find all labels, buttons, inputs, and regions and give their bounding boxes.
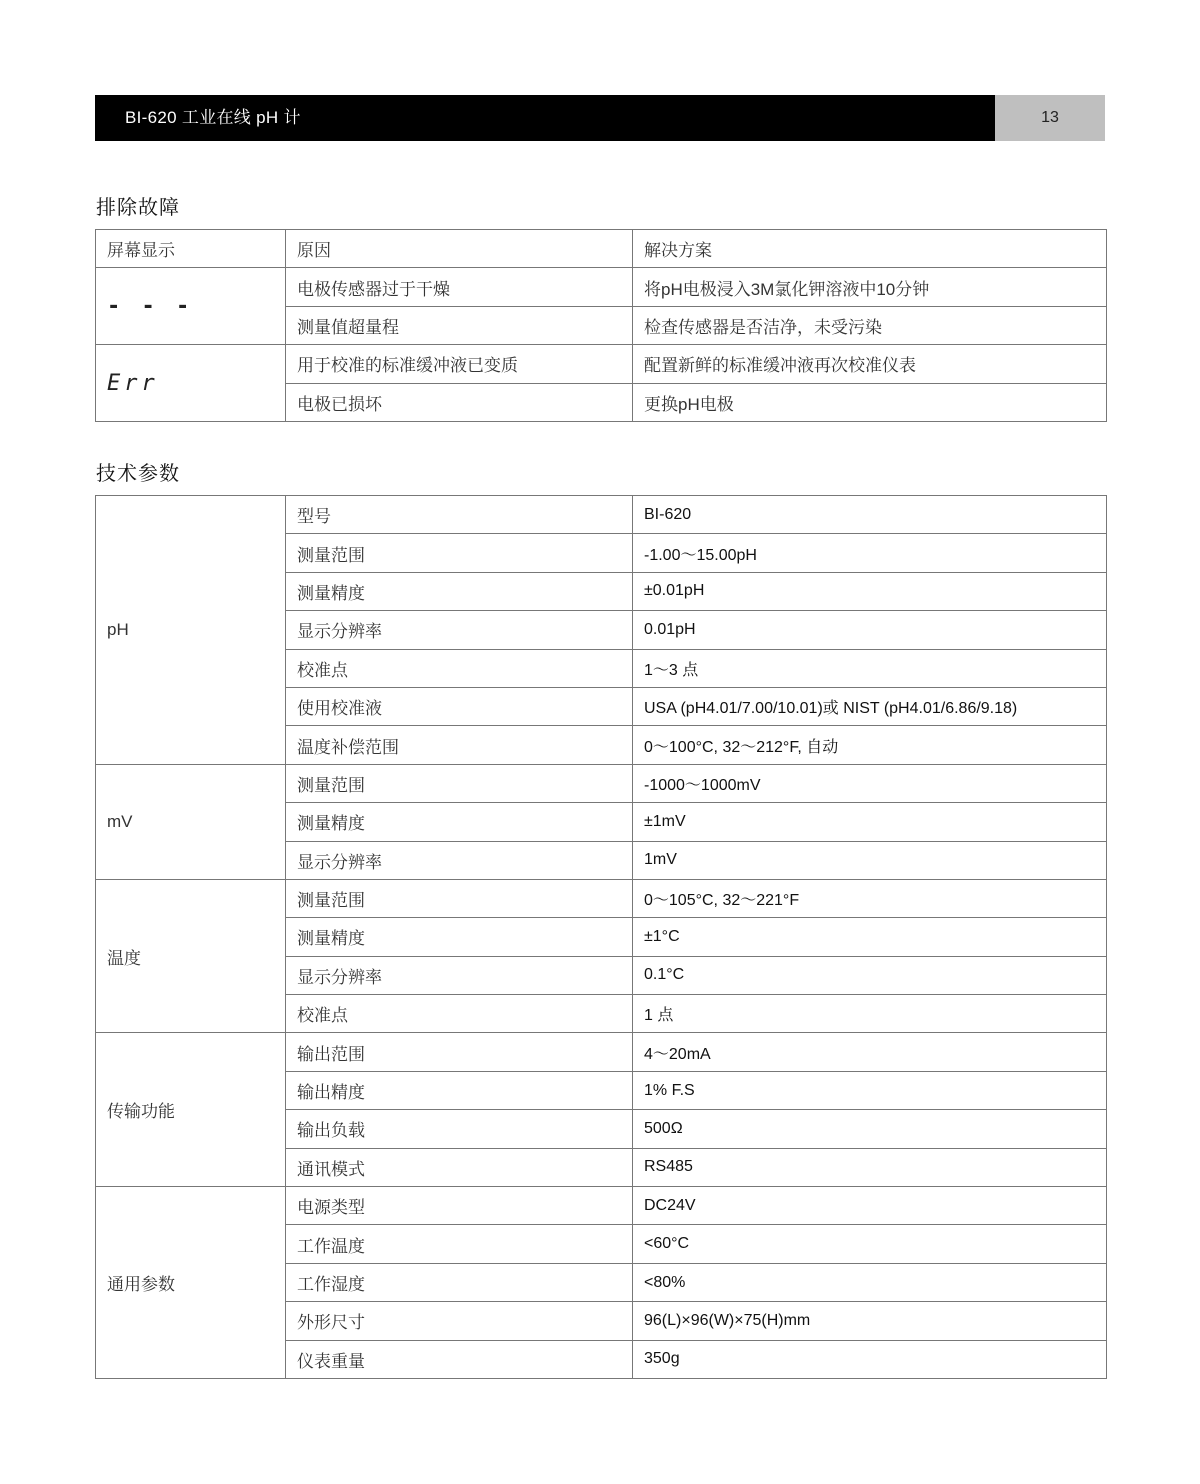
spec-value: RS485 <box>633 1148 1107 1186</box>
spec-category: 温度 <box>96 879 286 1033</box>
spec-param: 输出精度 <box>286 1071 633 1109</box>
column-header-solution: 解决方案 <box>633 230 1107 268</box>
spec-value: 350g <box>633 1340 1107 1378</box>
spec-param: 输出范围 <box>286 1033 633 1071</box>
spec-value: 1～3 点 <box>633 649 1107 687</box>
spec-param: 测量精度 <box>286 803 633 841</box>
spec-value: -1000～1000mV <box>633 764 1107 802</box>
table-row <box>96 764 1107 802</box>
cause-cell: 电极传感器过于干燥 <box>286 268 633 306</box>
table-row <box>96 268 1107 306</box>
spec-value: -1.00～15.00pH <box>633 534 1107 572</box>
spec-value: <60°C <box>633 1225 1107 1263</box>
spec-param: 输出负载 <box>286 1110 633 1148</box>
spec-param: 测量精度 <box>286 572 633 610</box>
spec-value: 1mV <box>633 841 1107 879</box>
table-row <box>96 1187 1107 1225</box>
spec-value: 96(L)×96(W)×75(H)mm <box>633 1302 1107 1340</box>
spec-param: 使用校准液 <box>286 687 633 725</box>
spec-category: pH <box>96 496 286 765</box>
table-row <box>96 496 1107 534</box>
display-code-dashes <box>96 268 286 345</box>
display-code-err <box>96 345 286 422</box>
spec-value: 0～100°C, 32～212°F, 自动 <box>633 726 1107 764</box>
cause-cell: 测量值超量程 <box>286 306 633 344</box>
troubleshooting-table <box>95 229 1107 422</box>
page-header <box>95 95 1105 141</box>
spec-category: 通用参数 <box>96 1187 286 1379</box>
spec-param: 测量范围 <box>286 534 633 572</box>
spec-param: 测量精度 <box>286 918 633 956</box>
spec-value: 0.1°C <box>633 956 1107 994</box>
display-code: Err <box>107 370 159 396</box>
document-title: BI-620 工业在线 pH 计 <box>95 95 995 141</box>
spec-value: 0～105°C, 32～221°F <box>633 879 1107 917</box>
spec-category: 传输功能 <box>96 1033 286 1187</box>
spec-value: 4～20mA <box>633 1033 1107 1071</box>
spec-param: 显示分辨率 <box>286 956 633 994</box>
column-header-display: 屏幕显示 <box>96 230 286 268</box>
table-row <box>96 345 1107 383</box>
cause-cell: 电极已损坏 <box>286 383 633 421</box>
spec-category: mV <box>96 764 286 879</box>
spec-param: 温度补偿范围 <box>286 726 633 764</box>
spec-param: 校准点 <box>286 649 633 687</box>
spec-param: 型号 <box>286 496 633 534</box>
display-code: - - - <box>107 293 194 319</box>
spec-param: 外形尺寸 <box>286 1302 633 1340</box>
spec-value: 1 点 <box>633 995 1107 1033</box>
spec-value: ±1mV <box>633 803 1107 841</box>
spec-param: 测量范围 <box>286 879 633 917</box>
spec-value: USA (pH4.01/7.00/10.01)或 NIST (pH4.01/6.86/9.18) <box>633 687 1107 725</box>
cause-cell: 用于校准的标准缓冲液已变质 <box>286 345 633 383</box>
spec-value: 0.01pH <box>633 611 1107 649</box>
spec-param: 显示分辨率 <box>286 611 633 649</box>
column-header-cause: 原因 <box>286 230 633 268</box>
spec-param: 工作温度 <box>286 1225 633 1263</box>
spec-value: DC24V <box>633 1187 1107 1225</box>
specs-table <box>95 495 1107 1379</box>
spec-value: 1% F.S <box>633 1071 1107 1109</box>
spec-value: ±0.01pH <box>633 572 1107 610</box>
spec-param: 测量范围 <box>286 764 633 802</box>
spec-value: ±1°C <box>633 918 1107 956</box>
table-header-row <box>96 230 1107 268</box>
spec-param: 仪表重量 <box>286 1340 633 1378</box>
solution-cell: 检查传感器是否洁净，未受污染 <box>633 306 1107 344</box>
spec-param: 校准点 <box>286 995 633 1033</box>
specs-heading: 技术参数 <box>96 463 180 485</box>
page-number: 13 <box>995 95 1105 141</box>
solution-cell: 更换pH电极 <box>633 383 1107 421</box>
spec-param: 电源类型 <box>286 1187 633 1225</box>
solution-cell: 配置新鲜的标准缓冲液再次校准仪表 <box>633 345 1107 383</box>
spec-param: 显示分辨率 <box>286 841 633 879</box>
troubleshooting-heading: 排除故障 <box>96 197 180 219</box>
spec-param: 通讯模式 <box>286 1148 633 1186</box>
table-row <box>96 1033 1107 1071</box>
spec-param: 工作湿度 <box>286 1263 633 1301</box>
table-row <box>96 879 1107 917</box>
spec-value: 500Ω <box>633 1110 1107 1148</box>
spec-value: BI-620 <box>633 496 1107 534</box>
spec-value: <80% <box>633 1263 1107 1301</box>
solution-cell: 将pH电极浸入3M氯化钾溶液中10分钟 <box>633 268 1107 306</box>
